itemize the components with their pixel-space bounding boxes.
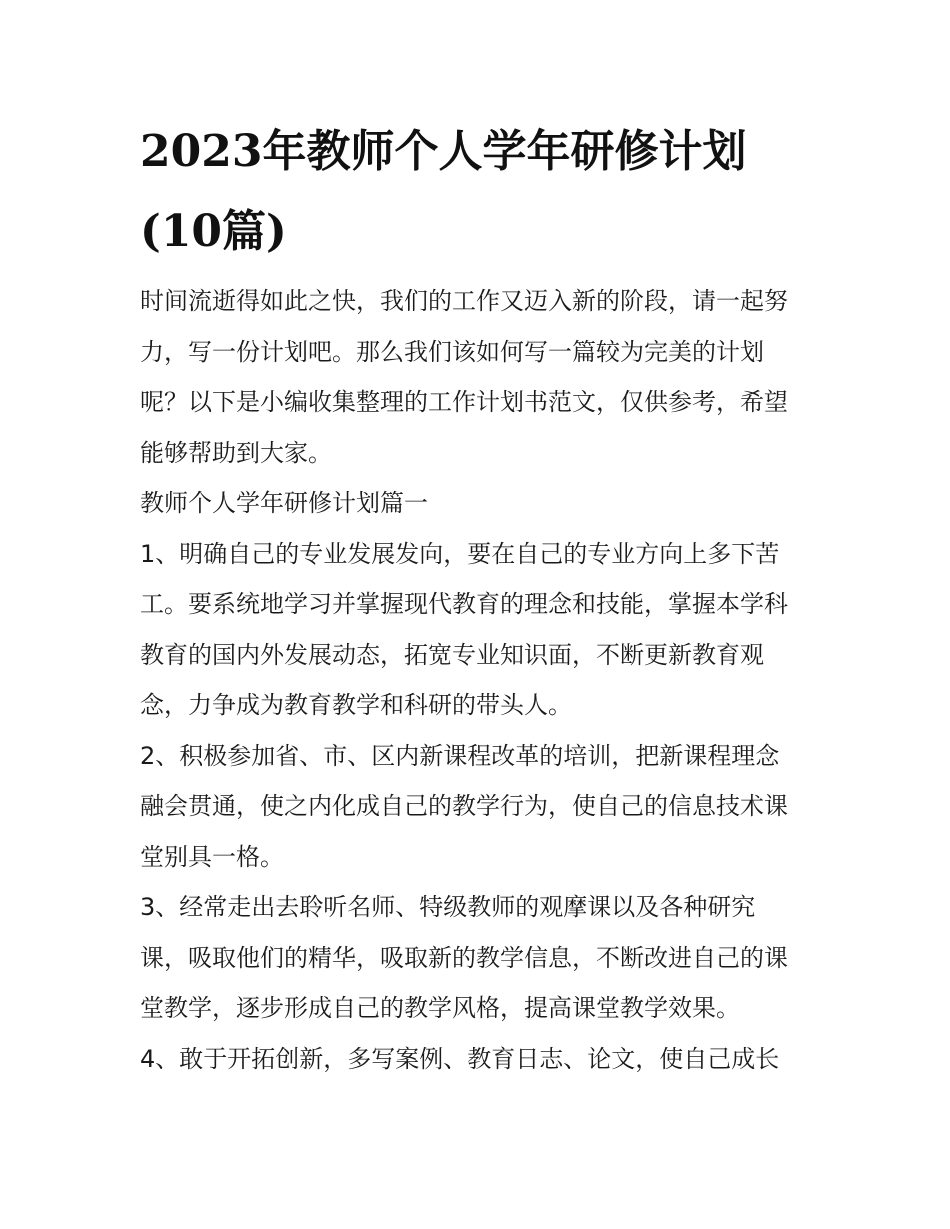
text-line: 3、经常走出去聆听名师、特级教师的观摩课以及各种研究: [140, 893, 756, 921]
text-line: 融会贯通，使之内化成自己的教学行为，使自己的信息技术课: [140, 792, 788, 820]
text-line: 课，吸取他们的精华，吸取新的教学信息，不断改进自己的课: [140, 943, 788, 972]
title-line: (10篇): [140, 206, 287, 257]
text-line: 1、明确自己的专业发展发向，要在自己的专业方向上多下苦: [140, 539, 780, 568]
text-line: 堂教学，逐步形成自己的教学风格，提高课堂教学效果。: [140, 994, 740, 1022]
intro-paragraph: [140, 276, 820, 478]
text-line: 呢？以下是小编收集整理的工作计划书范文，仅供参考，希望: [140, 388, 788, 416]
text-line: 念，力争成为教育教学和科研的带头人。: [140, 691, 572, 719]
document-title: [140, 112, 820, 272]
list-item-4: [140, 1034, 820, 1085]
text-line: 堂别具一格。: [140, 842, 284, 871]
text-line: 教师个人学年研修计划篇一: [140, 489, 428, 517]
text-line: 能够帮助到大家。: [140, 438, 332, 467]
text-line: 教育的国内外发展动态，拓宽专业知识面，不断更新教育观: [140, 640, 764, 669]
text-line: 工。要系统地学习并掌握现代教育的理念和技能，掌握本学科: [140, 590, 788, 618]
list-item-2: [140, 731, 820, 883]
title-line: 2023年教师个人学年研修计划: [140, 126, 747, 177]
text-line: 4、敢于开拓创新，多写案例、教育日志、论文，使自己成长: [140, 1044, 780, 1073]
text-line: 2、积极参加省、市、区内新课程改革的培训，把新课程理念: [140, 741, 780, 770]
text-line: 力，写一份计划吧。那么我们该如何写一篇较为完美的计划: [140, 337, 764, 366]
text-line: 时间流逝得如此之快，我们的工作又迈入新的阶段，请一起努: [140, 287, 788, 315]
list-item-3: [140, 882, 820, 1034]
section-heading: [140, 478, 820, 529]
document-body: [140, 276, 820, 1084]
list-item-1: [140, 529, 820, 731]
